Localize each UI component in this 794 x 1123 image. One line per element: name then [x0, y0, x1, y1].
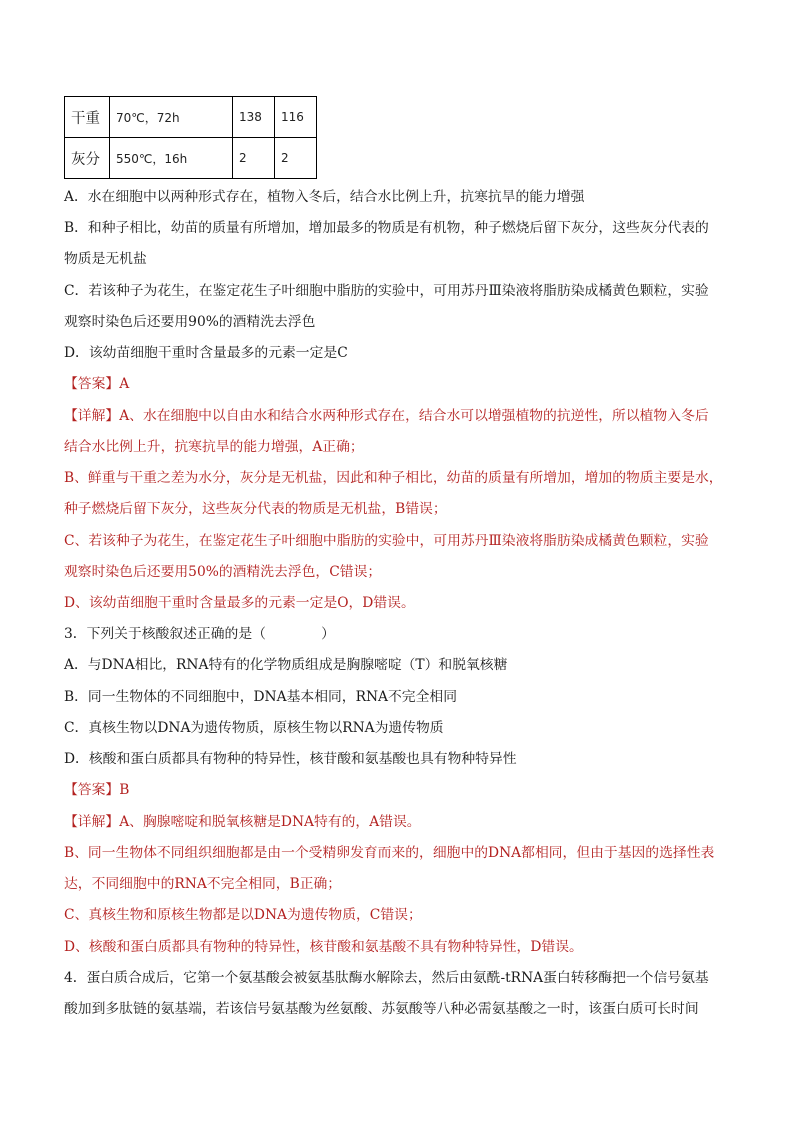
row-value-1: 2 [233, 138, 275, 179]
detail-text: A、胸腺嘧啶和脱氧核糖是DNA特有的，A错误。 [119, 814, 421, 830]
q3-detail-line: C、真核生物和原核生物都是以DNA为遗传物质，C错误； [64, 907, 422, 923]
answer-tag: 【答案】 [64, 782, 120, 798]
q2-detail-line: C、若该种子为花生，在鉴定花生子叶细胞中脂肪的实验中，可用苏丹Ⅲ染液将脂肪染成橘黄色颗粒，实验 [64, 533, 709, 549]
q3-option-d: D．核酸和蛋白质都具有物种的特异性，核苷酸和氨基酸也具有物种特异性 [64, 751, 517, 767]
q4-stem-line: 酸加到多肽链的氨基端，若该信号氨基酸为丝氨酸、苏氨酸等八种必需氨基酸之一时，该蛋白质可长时间 [64, 1001, 699, 1017]
row-condition: 550℃，16h [110, 138, 233, 179]
table-row [65, 138, 317, 179]
q3-detail-line: D、核酸和蛋白质都具有物种的特异性，核苷酸和氨基酸不具有物种特异性，D错误。 [64, 939, 583, 955]
q2-detail-line: 结合水比例上升，抗寒抗旱的能力增强，A正确； [64, 439, 364, 455]
q4-stem-line: 4．蛋白质合成后，它第一个氨基酸会被氨基肽酶水解除去，然后由氨酰-tRNA蛋白转移酶把一个信号氨基 [64, 970, 709, 986]
q2-option-b: B．和种子相比，幼苗的质量有所增加，增加最多的物质是有机物，种子燃烧后留下灰分，这些灰分代表的 [64, 220, 709, 236]
answer-value: A [119, 376, 130, 392]
q2-detail-line: 种子燃烧后留下灰分，这些灰分代表的物质是无机盐，B错误； [64, 501, 447, 517]
q2-option-c: C．若该种子为花生，在鉴定花生子叶细胞中脂肪的实验中，可用苏丹Ⅲ染液将脂肪染成橘黄色颗粒，实验 [64, 283, 709, 299]
q2-option-a: A．水在细胞中以两种形式存在，植物入冬后，结合水比例上升，抗寒抗旱的能力增强 [64, 189, 585, 205]
q2-option-b-cont: 物质是无机盐 [64, 251, 147, 267]
q3-option-c: C．真核生物以DNA为遗传物质，原核生物以RNA为遗传物质 [64, 720, 444, 736]
q2-answer [64, 375, 744, 393]
detail-text: A、水在细胞中以自由水和结合水两种形式存在，结合水可以增强植物的抗逆性，所以植物入冬后 [119, 408, 709, 424]
table-row [65, 97, 317, 138]
q2-detail-line: D、该幼苗细胞干重时含量最多的元素一定是O，D错误。 [64, 595, 415, 611]
detail-tag: 【详解】 [64, 408, 120, 424]
data-table [64, 96, 317, 179]
q2-option-d: D．该幼苗细胞干重时含量最多的元素一定是C [64, 345, 348, 361]
q3-option-b: B．同一生物体的不同细胞中，DNA基本相同，RNA不完全相同 [64, 689, 457, 705]
q2-detail-line: 观察时染色后还要用50%的酒精洗去浮色，C错误； [64, 564, 382, 580]
row-value-2: 2 [275, 138, 317, 179]
q3-answer [64, 781, 744, 799]
q2-detail-line: B、鲜重与干重之差为水分，灰分是无机盐，因此和种子相比，幼苗的质量有所增加，增加的物质主要是水， [64, 470, 723, 486]
q3-detail-line: B、同一生物体不同组织细胞都是由一个受精卵发育而来的，细胞中的DNA都相同，但由于基因的选择性表 [64, 845, 715, 861]
q3-option-a: A．与DNA相比，RNA特有的化学物质组成是胸腺嘧啶（T）和脱氧核糖 [64, 657, 508, 673]
q3-stem: 3．下列关于核酸叙述正确的是（ ） [64, 626, 335, 642]
row-value-1: 138 [233, 97, 275, 138]
q2-detail-line [64, 407, 744, 425]
q3-detail-line [64, 813, 744, 831]
row-condition: 70℃，72h [110, 97, 233, 138]
answer-value: B [119, 782, 130, 798]
row-label: 灰分 [65, 138, 110, 179]
row-value-2: 116 [275, 97, 317, 138]
detail-tag: 【详解】 [64, 814, 120, 830]
q2-option-c-cont: 观察时染色后还要用90%的酒精洗去浮色 [64, 314, 316, 330]
row-label: 干重 [65, 97, 110, 138]
q3-detail-line: 达，不同细胞中的RNA不完全相同，B正确； [64, 876, 342, 892]
answer-tag: 【答案】 [64, 376, 120, 392]
